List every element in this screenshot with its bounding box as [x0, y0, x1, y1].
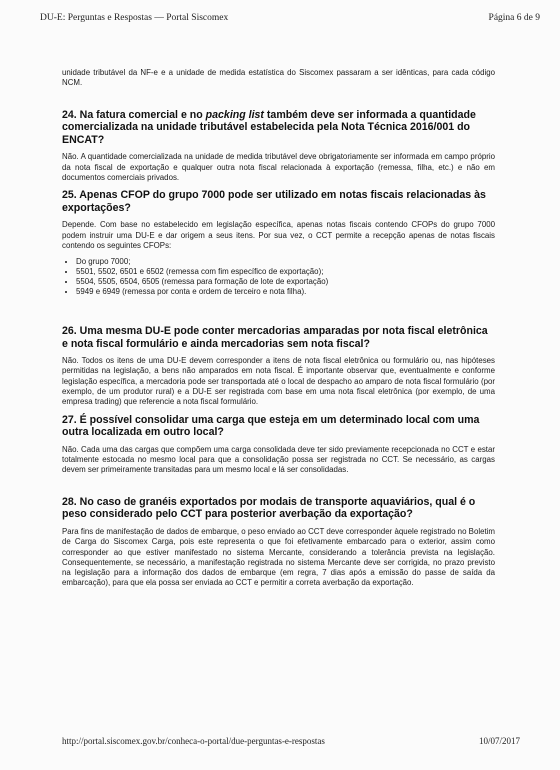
header-title: DU-E: Perguntas e Respostas — Portal Siscomex — [40, 13, 229, 23]
list-item: • 5504, 5505, 6504, 6505 (remessa para formação de lote de exportação) — [76, 277, 495, 287]
list-item: • 5501, 5502, 6501 e 6502 (remessa com fim específico de exportação); — [76, 267, 495, 277]
answer-27: Não. Cada uma das cargas que compõem uma carga consolidada deve ter sido previamente recepcionada no CCT e estar totalmente estocada no mesmo local para que a consolidação possa ser registrada no CCT. Se necessário, as cargas devem ser primeiramente transitadas para um mesmo local e lá ser consolidadas. — [62, 444, 495, 475]
page-footer — [62, 736, 520, 748]
question-27: 27. É possível consolidar uma carga que esteja em um determinado local com uma outra localizada em outro local? — [62, 413, 480, 439]
list-item: • 5949 e 6949 (remessa por conta e ordem de terceiro e nota filha). — [76, 287, 495, 297]
question-25: 25. Apenas CFOP do grupo 7000 pode ser utilizado em notas fiscais relacionadas às exportações? — [62, 189, 486, 214]
intro-paragraph: unidade tributável da NF-e e a unidade de medida estatística do Siscomex passaram a ser idênticas, para cada código NCM. — [62, 68, 495, 88]
q24-title-emphasis: packing list — [205, 108, 264, 121]
answer-25: Depende. Com base no estabelecido em legislação específica, apenas notas fiscais contendo CFOPs do grupo 7000 podem instruir uma DU-E e dar origem a seus itens. Por sua vez, o CCT permite a recepção apenas de notas fiscais contendo os seguintes CFOPs: — [62, 220, 495, 251]
faq-content — [62, 68, 495, 595]
answer-26: Não. Todos os itens de uma DU-E devem corresponder a itens de nota fiscal eletrônica ou formulário ou, nas hipóteses permitidas na legislação, a bens não amparados em nota fiscal. É importante observar que, eventualmente e conforme legislação específica, a mercadoria pode ser transportada até o local de despacho ao amparo de nota fiscal formulário (por exemplo, de um produtor rural) e a DU-E ser registrada com base em uma nota fiscal eletrônica (por exemplo, de uma empresa trading) que referencie a nota fiscal formulário. — [62, 356, 495, 407]
answer-28: Para fins de manifestação de dados de embarque, o peso enviado ao CCT deve corresponder àquele registrado no Boletim de Carga do Siscomex Carga, pois este representa o que foi efetivamente embarcado para o exterior, assim como corresponder ao que estiver manifestado no sistema Mercante, considerando a tolerância prevista na legislação. Consequentemente, se necessário, a manifestação registrada no sistema Mercante deve ser corrigida, no prazo previsto na legislação para a informação dos dados de embarque (em regra, 7 dias após a emissão do passe de saída da embarcação), para que ela possa ser enviada ao CCT e permitir a correta averbação da exportação. — [62, 526, 495, 588]
q24-title-start: 24. Na fatura comercial e no — [62, 108, 206, 121]
cfop-list — [62, 257, 495, 297]
footer-url: http://portal.siscomex.gov.br/conheca-o-portal/due-perguntas-e-respostas — [62, 736, 325, 746]
page-header — [40, 13, 540, 27]
question-26: 26. Uma mesma DU-E pode conter mercadorias amparadas por nota fiscal eletrônica e nota fiscal formulário e ainda mercadorias sem nota fiscal? — [62, 324, 488, 350]
list-item: • Do grupo 7000; — [76, 257, 495, 267]
footer-date: 10/07/2017 — [478, 736, 520, 746]
question-24 — [62, 109, 495, 147]
q24-title-end: também deve ser informada a quantidade comercializada na unidade tributável estabelecida pela Nota Técnica 2016/001 do ENCAT? — [62, 108, 476, 146]
page-number: Página 6 de 9 — [488, 13, 540, 23]
answer-24: Não. A quantidade comercializada na unidade de medida tributável deve obrigatoriamente ser informada em campo próprio da nota fiscal de exportação e qualquer outra nota fiscal relacionada à exportação (remessa, filha, etc.) e não em documentos comerciais privados. — [62, 152, 495, 182]
question-28: 28. No caso de granéis exportados por modais de transporte aquaviários, qual é o peso considerado pelo CCT para posterior averbação da exportação? — [62, 495, 476, 521]
